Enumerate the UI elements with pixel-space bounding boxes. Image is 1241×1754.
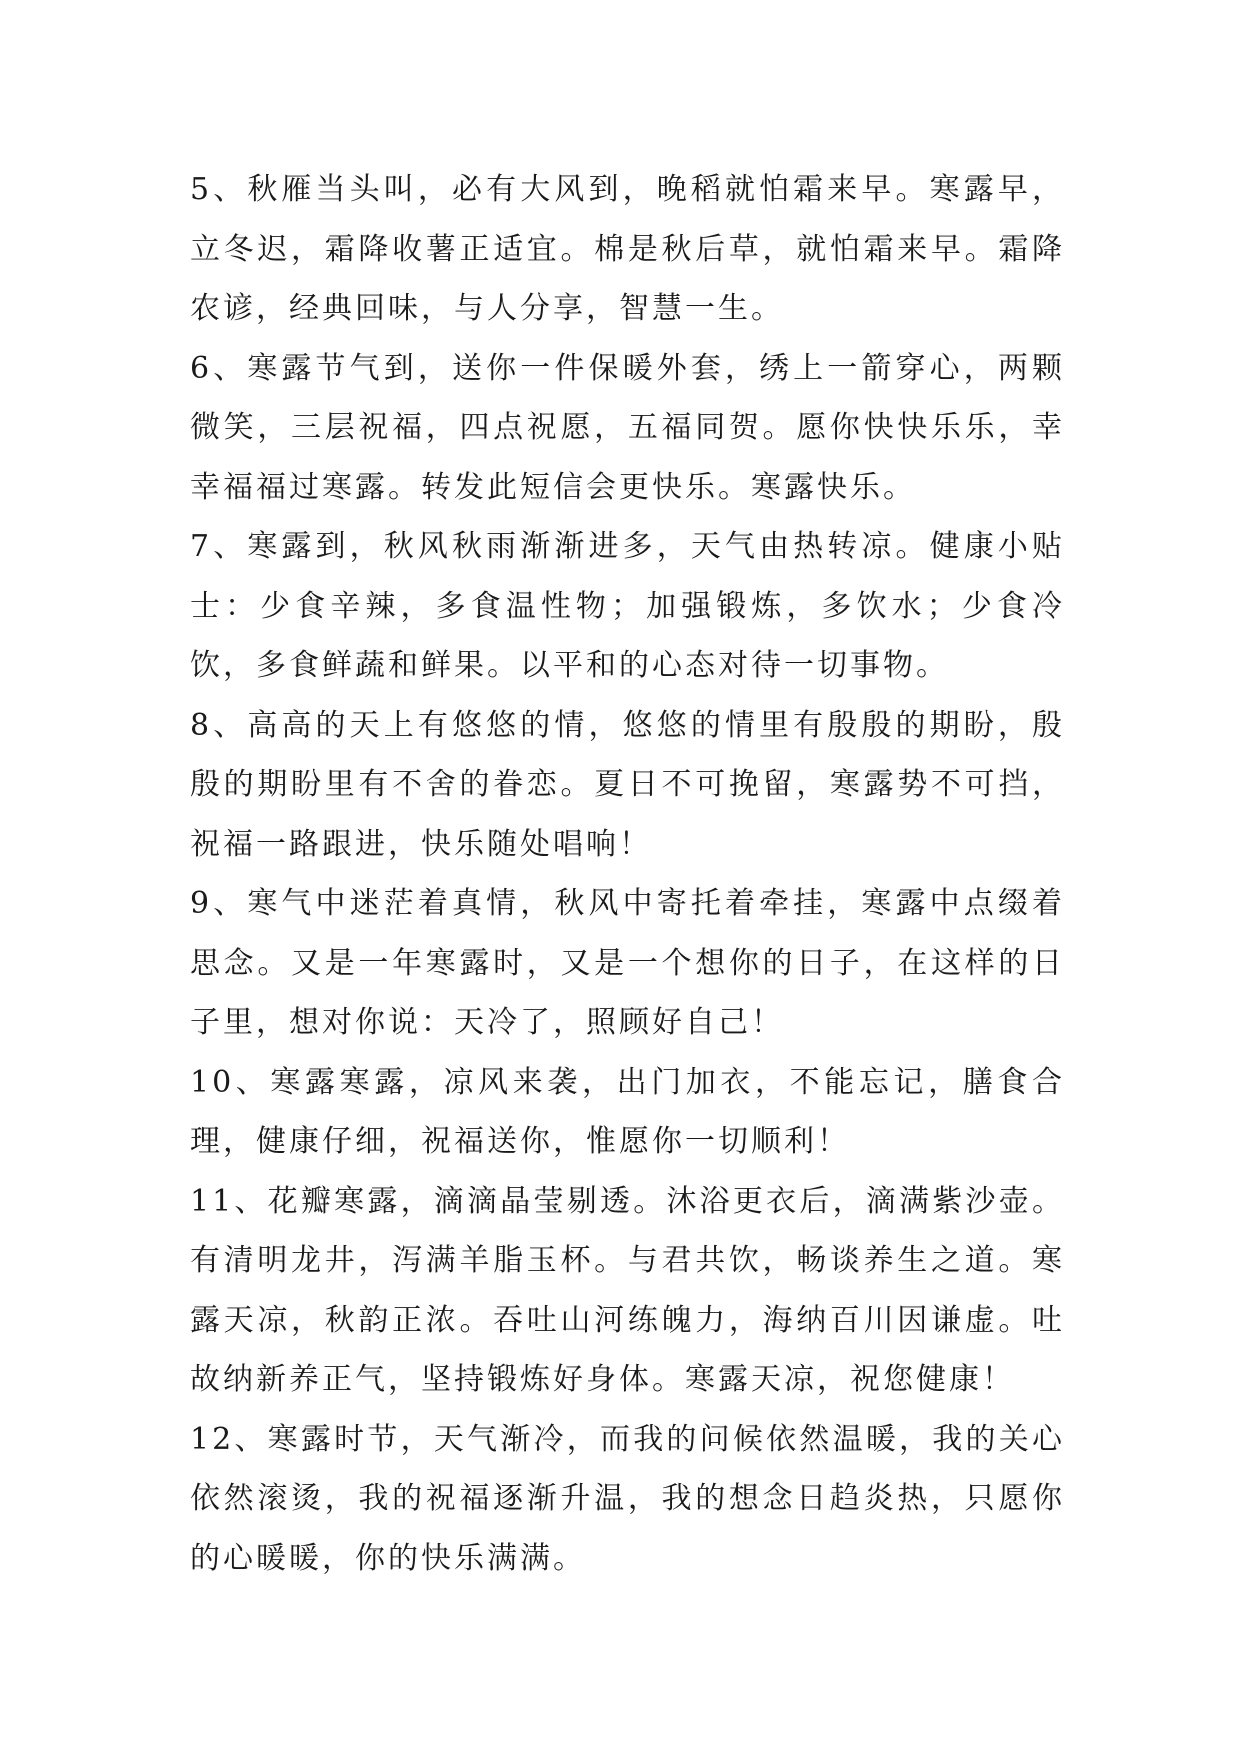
paragraph-5: 5、秋雁当头叫，必有大风到，晚稻就怕霜来早。寒露早，立冬迟，霜降收薯正适宜。棉是秋后草，就怕霜来早。霜降农谚，经典回味，与人分享，智慧一生。 xyxy=(190,172,1065,326)
paragraph-10: 10、寒露寒露，凉风来袭，出门加衣，不能忘记，膳食合理，健康仔细，祝福送你，惟愿你一切顺利！ xyxy=(190,1064,1065,1159)
paragraph-12: 12、寒露时节，天气渐冷，而我的问候依然温暖，我的关心依然滚烫，我的祝福逐渐升温，我的想念日趋炎热，只愿你的心暖暖，你的快乐满满。 xyxy=(190,1421,1065,1576)
paragraph-8: 8、高高的天上有悠悠的情，悠悠的情里有殷殷的期盼，殷殷的期盼里有不舍的眷恋。夏日不可挽留，寒露势不可挡，祝福一路跟进，快乐随处唱响！ xyxy=(190,707,1065,862)
paragraph-9: 9、寒气中迷茫着真情，秋风中寄托着牵挂，寒露中点缀着思念。又是一年寒露时，又是一个想你的日子，在这样的日子里，想对你说：天冷了，照顾好自己！ xyxy=(190,886,1065,1040)
paragraph-11: 11、花瓣寒露，滴滴晶莹剔透。沐浴更衣后，滴满紫沙壶。有清明龙井，泻满羊脂玉杯。与君共饮，畅谈养生之道。寒露天凉，秋韵正浓。吞吐山河练魄力，海纳百川因谦虚。吐故纳新养正气，坚持锻炼好身体。寒露天凉，祝您健康！ xyxy=(190,1183,1065,1397)
paragraph-7: 7、寒露到，秋风秋雨渐渐进多，天气由热转凉。健康小贴士：少食辛辣，多食温性物；加强锻炼，多饮水；少食冷饮，多食鲜蔬和鲜果。以平和的心态对待一切事物。 xyxy=(190,529,1065,683)
paragraph-6: 6、寒露节气到，送你一件保暖外套，绣上一箭穿心，两颗微笑，三层祝福，四点祝愿，五福同贺。愿你快快乐乐，幸幸福福过寒露。转发此短信会更快乐。寒露快乐。 xyxy=(190,350,1065,505)
document-body xyxy=(190,160,1065,1588)
